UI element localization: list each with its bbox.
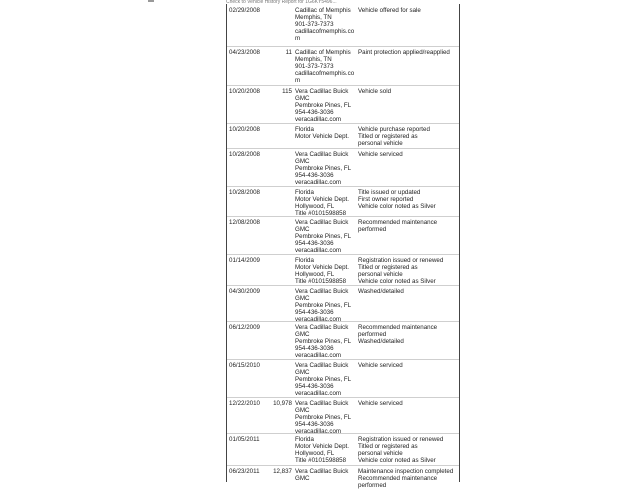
vehicle-history-table: [226, 4, 460, 489]
record-odometer: 12,837: [273, 468, 292, 475]
record-source: Cadillac of Memphis Memphis, TN 901-373-7373 cadillacofmemphis.co m: [295, 7, 355, 43]
record-source: Vera Cadillac Buick GMC Pembroke Pines, FL 954-436-3036 veracadillac.com: [295, 400, 352, 436]
record-date: 10/28/2008: [229, 189, 260, 196]
scan-mark: [148, 0, 154, 2]
table-row: [227, 359, 459, 398]
record-source: Florida Motor Vehicle Dept. Hollywood, FL Title #0101598858: [295, 257, 349, 286]
record-date: 06/15/2010: [229, 362, 260, 369]
record-source: Florida Motor Vehicle Dept. Hollywood, FL Title #0101598858: [295, 189, 349, 218]
record-comments: Vehicle offered for sale: [358, 7, 421, 14]
record-comments: Vehicle serviced: [358, 362, 403, 369]
record-source: Vera Cadillac Buick GMC Pembroke Pines, FL 954-436-3036 veracadillac.com: [295, 288, 352, 324]
record-date: 06/23/2011: [229, 468, 260, 475]
record-odometer: 115: [282, 88, 292, 95]
record-comments: Vehicle sold: [358, 88, 392, 95]
record-date: 04/30/2009: [229, 288, 260, 295]
table-row: [227, 85, 459, 124]
table-row: [227, 123, 459, 149]
record-comments: Paint protection applied/reapplied: [358, 49, 450, 56]
record-date: 12/08/2008: [229, 219, 260, 226]
table-row: [227, 254, 459, 286]
record-source: Florida Motor Vehicle Dept. Hollywood, FL Title #0101598858: [295, 436, 349, 465]
table-row: [227, 216, 459, 255]
record-comments: Recommended maintenance performed: [358, 219, 438, 234]
record-source: Vera Cadillac Buick GMC Pembroke Pines, FL 954-436-3036 veracadillac.com: [295, 151, 352, 187]
record-odometer: 10,978: [273, 400, 292, 407]
report-header-strip: Check to Vehicle History Report for 1G6KY5496...: [226, 0, 337, 5]
record-comments: Title issued or updated First owner reported Vehicle color noted as Silver: [358, 189, 436, 211]
record-comments: Washed/detailed: [358, 288, 404, 295]
record-date: 12/22/2010: [229, 400, 260, 407]
record-date: 06/12/2009: [229, 324, 260, 331]
record-date: 10/28/2008: [229, 151, 260, 158]
record-source: Vera Cadillac Buick GMC: [295, 468, 349, 483]
record-date: 01/14/2009: [229, 257, 260, 264]
record-date: 04/23/2008: [229, 49, 260, 56]
record-source: Vera Cadillac Buick GMC Pembroke Pines, FL 954-436-3036 veracadillac.com: [295, 362, 352, 398]
table-row: [227, 465, 459, 489]
table-row: [227, 186, 459, 217]
record-date: 10/20/2008: [229, 88, 260, 95]
table-row: [227, 397, 459, 434]
table-row: [227, 433, 459, 466]
table-row: [227, 4, 459, 47]
table-row: [227, 285, 459, 322]
record-comments: Registration issued or renewed Titled or registered as personal vehicle Vehicle color noted as Silver: [358, 436, 444, 465]
record-date: 10/20/2008: [229, 126, 260, 133]
table-row: [227, 321, 459, 360]
record-comments: Maintenance inspection completed Recommended maintenance performed: [358, 468, 454, 489]
record-source: Vera Cadillac Buick GMC Pembroke Pines, FL 954-436-3036 veracadillac.com: [295, 219, 352, 255]
table-row: [227, 46, 459, 86]
record-comments: Vehicle serviced: [358, 400, 403, 407]
record-date: 01/05/2011: [229, 436, 260, 443]
record-source: Florida Motor Vehicle Dept.: [295, 126, 349, 141]
record-source: Vera Cadillac Buick GMC Pembroke Pines, FL 954-436-3036 veracadillac.com: [295, 324, 352, 360]
record-source: Vera Cadillac Buick GMC Pembroke Pines, FL 954-436-3036 veracadillac.com: [295, 88, 352, 124]
record-date: 02/29/2008: [229, 7, 260, 14]
record-comments: Recommended maintenance performed Washed/detailed: [358, 324, 438, 346]
record-comments: Vehicle purchase reported Titled or registered as personal vehicle: [358, 126, 430, 148]
table-row: [227, 148, 459, 187]
record-source: Cadillac of Memphis Memphis, TN 901-373-7373 cadillacofmemphis.co m: [295, 49, 355, 85]
record-odometer: 11: [285, 49, 292, 56]
record-comments: Registration issued or renewed Titled or registered as personal vehicle Vehicle color noted as Silver: [358, 257, 444, 286]
record-comments: Vehicle serviced: [358, 151, 403, 158]
